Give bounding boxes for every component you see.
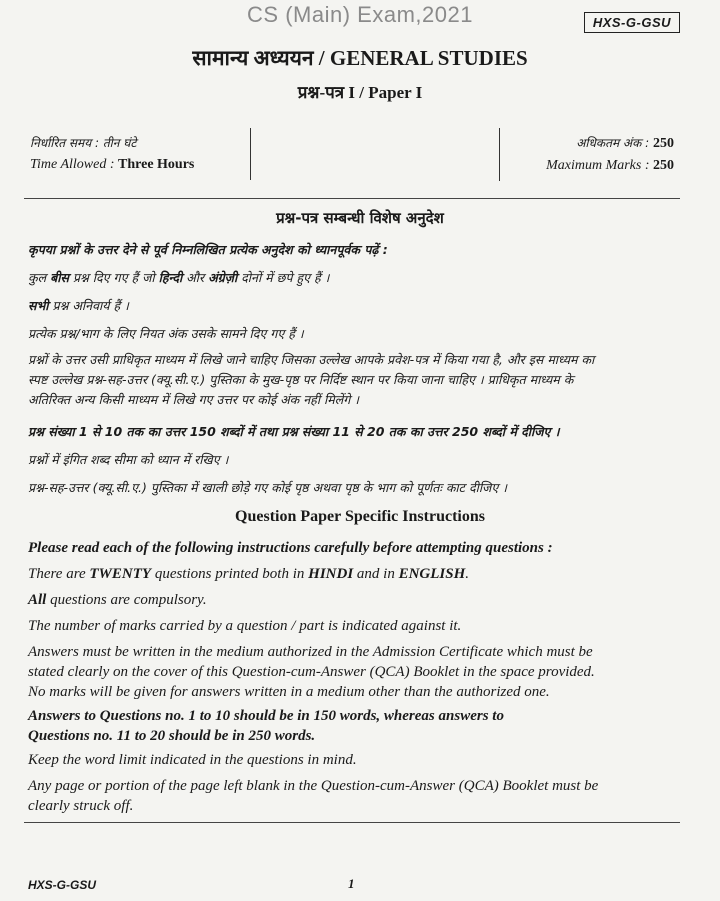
english-line-3: The number of marks carried by a question / part is indicated against it. [28, 618, 462, 634]
text-bold: HINDI [308, 566, 354, 582]
text: and in [353, 566, 399, 582]
text: . [465, 566, 470, 582]
text: Questions no. 11 to 20 should be in 250 words. [28, 728, 316, 744]
paper-title: सामान्य अध्ययन / GENERAL STUDIES [192, 46, 528, 70]
english-line-6: Keep the word limit indicated in the questions in mind. [28, 752, 357, 768]
marks-value: 250 [653, 158, 674, 173]
text: stated clearly on the cover of this Question-cum-Answer (QCA) Booklet in the space provided. [28, 664, 595, 680]
english-line-4 [28, 642, 680, 702]
time-hindi: निर्धारित समय : तीन घंटे [30, 136, 137, 150]
text: clearly struck off. [28, 798, 134, 814]
text: प्रश्नों के उत्तर उसी प्राधिकृत माध्यम में लिखे जाने चाहिए जिसका उल्लेख आपके प्रवेश-पत्र में किया गया है, और इस माध्यम का [28, 352, 595, 367]
text: Answers to Questions no. 1 to 10 should be in 150 words, whereas answers to [28, 708, 504, 724]
text-bold: अंग्रेज़ी [208, 270, 238, 285]
english-intro: Please read each of the following instructions carefully before attempting questions : [28, 540, 553, 556]
maximum-marks-box [499, 128, 680, 181]
marks-english [506, 155, 674, 177]
text: प्रश्न दिए गए हैं जो [68, 270, 159, 285]
text: प्रश्न अनिवार्य हैं । [48, 298, 129, 313]
footer-paper-code: HXS-G-GSU [28, 878, 97, 892]
text: Any page or portion of the page left blank in the Question-cum-Answer (QCA) Booklet must be [28, 778, 599, 794]
hindi-line-2 [28, 296, 680, 316]
hindi-line-7: प्रश्न-सह-उत्तर (क्यू.सी.ए.) पुस्तिका में खाली छोड़े गए कोई पृष्ठ अथवा पृष्ठ के भाग को पूर्णतः काट दीजिए । [28, 480, 507, 495]
time-label: Time Allowed : [30, 157, 119, 172]
text: अतिरिक्त अन्य किसी माध्यम में लिखे गए उत्तर पर कोई अंक नहीं मिलेंगे । [28, 392, 359, 407]
english-instructions-heading: Question Paper Specific Instructions [235, 508, 485, 525]
marks-hindi [506, 132, 674, 155]
english-line-1 [28, 564, 680, 584]
hindi-line-4 [28, 350, 680, 410]
text-bold: सभी [28, 298, 49, 313]
english-line-5 [28, 706, 680, 746]
marks-hindi-label: अधिकतम अंक : [576, 136, 653, 150]
text: दोनों में छपे हुए हैं । [237, 270, 330, 285]
divider-top [24, 198, 680, 199]
text: स्पष्ट उल्लेख प्रश्न-सह-उत्तर (क्यू.सी.ए.) पुस्तिका के मुख-पृष्ठ पर निर्दिष्ट स्थान पर किया जाना चाहिए । प्राधिकृत माध्यम के [28, 372, 574, 387]
hindi-line-6: प्रश्नों में इंगित शब्द सीमा को ध्यान में रखिए । [28, 452, 229, 467]
hindi-line-5: प्रश्न संख्या 1 से 10 तक का उत्तर 150 शब्दों में तथा प्रश्न संख्या 11 से 20 तक का उत्तर 250 शब्दों में दीजिए । [28, 424, 560, 439]
text: Answers must be written in the medium authorized in the Admission Certificate which must be [28, 644, 593, 660]
text: There are [28, 566, 90, 582]
hindi-line-3: प्रत्येक प्रश्न/भाग के लिए नियत अंक उसके सामने दिए गए हैं । [28, 326, 304, 341]
text: कुल [28, 270, 51, 285]
time-allowed-box [24, 128, 251, 180]
divider-bottom [24, 822, 680, 823]
page-number: 1 [348, 876, 355, 891]
paper-subtitle: प्रश्न-पत्र I / Paper I [297, 83, 423, 102]
paper-code-box: HXS-G-GSU [584, 12, 680, 33]
hindi-line-1 [28, 268, 680, 288]
text: No marks will be given for answers written in a medium other than the authorized one. [28, 684, 550, 700]
english-line-2 [28, 590, 680, 610]
text-bold: ENGLISH [398, 566, 466, 582]
text: questions printed both in [151, 566, 309, 582]
text-bold: बीस [50, 270, 69, 285]
exam-stamp: CS (Main) Exam,2021 [247, 2, 473, 27]
marks-hindi-value: 250 [653, 136, 674, 151]
marks-label: Maximum Marks : [546, 158, 653, 173]
time-value: Three Hours [118, 157, 195, 172]
time-english [30, 154, 244, 176]
text: questions are compulsory. [46, 592, 207, 608]
text-bold: हिन्दी [158, 270, 183, 285]
hindi-instructions-heading: प्रश्न-पत्र सम्बन्धी विशेष अनुदेश [276, 209, 444, 227]
text-bold: All [28, 592, 47, 608]
hindi-intro: कृपया प्रश्नों के उत्तर देने से पूर्व निम्नलिखित प्रत्येक अनुदेश को ध्यानपूर्वक पढ़ें : [28, 242, 388, 257]
english-line-7 [28, 776, 680, 816]
text-bold: TWENTY [89, 566, 152, 582]
text: और [182, 270, 209, 285]
